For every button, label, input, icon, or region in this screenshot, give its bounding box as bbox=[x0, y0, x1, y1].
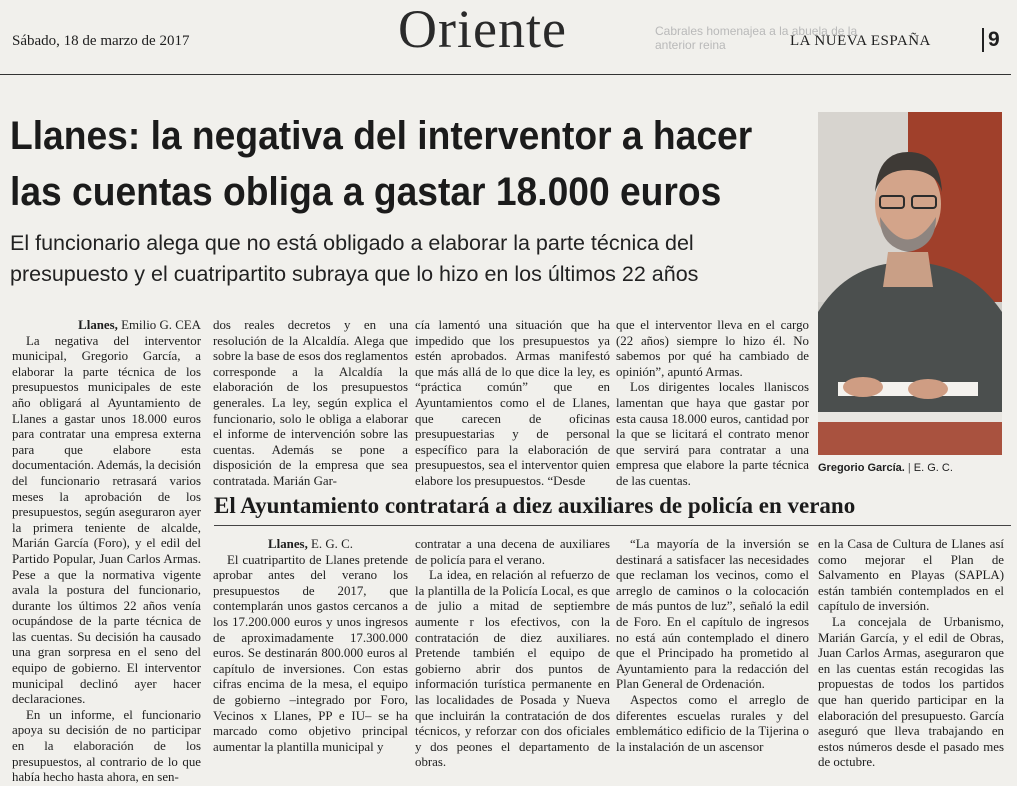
portrait-photo bbox=[818, 112, 1002, 455]
sidebar-paragraph: La idea, en relación al refuerzo de la plantilla de la Policía Local, es que de julio a mitad de septiembre aumente r los efectivos, con la contratación de diez auxiliares. Pretende también el equipo de gobierno abrir dos puntos de información turística permanente en las localidades de Posada y Nueva que incluirán la contratación de dos técnicos, y reforzar con dos oficiales y dos peones el departamento de obras. bbox=[415, 568, 610, 770]
article-column-2 bbox=[213, 318, 408, 488]
bleed-through-text: Cabrales homenajea a la abuela de la anterior reina bbox=[655, 24, 858, 52]
sidebar-paragraph: La concejala de Urbanismo, Marián García, y el edil de Obras, Juan Carlos Armas, aseguraron que en las cuentas están recogidas las propuestas de todos los partidos que han querido participar en la elaboración del presupuesto. García aseguró que lleva trabajando en estos números desde el pasado mes de octubre. bbox=[818, 614, 1004, 770]
caption-credit: E. G. C. bbox=[913, 462, 953, 474]
sidebar-headline: El Ayuntamiento contratará a diez auxiliares de policía en verano bbox=[214, 493, 856, 518]
headline-line-2: las cuentas obliga a gastar 18.000 euros bbox=[10, 170, 722, 214]
newspaper-name: LA NUEVA ESPAÑA bbox=[790, 33, 931, 49]
sidebar-paragraph: en la Casa de Cultura de Llanes así como mejorar el Plan de Salvamento en Playas (SAPLA) están también contemplados en el capítulo de inversión. bbox=[818, 537, 1004, 614]
sidebar-byline-place: Llanes, bbox=[268, 537, 308, 551]
byline-place: Llanes, bbox=[78, 318, 118, 332]
article-paragraph: dos reales decretos y en una resolución de la Alcaldía. Alega que sobre la base de esos dos reglamentos corresponde a la Alcaldía la elaboración de los presupuestos generales. La ley, según explica el funcionario, solo le obliga a elaborar el informe de intervención sobre las cuentas. Además se pone a disposición de la empresa que sea contratada. Marián Gar- bbox=[213, 318, 408, 488]
issue-date: Sábado, 18 de marzo de 2017 bbox=[12, 33, 190, 49]
sidebar-column-3 bbox=[616, 537, 809, 760]
article-paragraph: La negativa del interventor municipal, Gregorio García, a elaborar la parte técnica de los presupuestos municipales de este año obligará al Ayuntamiento de Llanes a gastar unos 18.000 euros para contratar una empresa externa para que elabore esta documentación. Además, la decisión del funcionario retrasará varios meses la aprobación de los presupuestos, según aseguraron ayer la primera teniente de alcalde, Marián García (Foro), y el edil del Partido Popular, Juan Carlos Armas. Pese a que la normativa vigente avala la postura del funcionario, durante los últimos 22 años venía ocupándose de la parte técnica de las cuentas. Su decisión ha causado una gran sorpresa en el seno del equipo de gobierno. El interventor municipal declinó ayer hacer declaraciones. bbox=[12, 333, 201, 707]
byline-author: Emilio G. CEA bbox=[121, 318, 201, 332]
caption-name: Gregorio García. bbox=[818, 462, 905, 474]
header-rule bbox=[0, 74, 1011, 75]
sidebar-paragraph: “La mayoría de la inversión se destinará a satisfacer las necesidades que reclaman los vecinos, como el arreglo de caminos o la colocación de más puntos de luz”, señaló la edil de Foro. En el capítulo de ingresos no está aún contemplado el dinero que el Principado ha prometido al Ayuntamiento para la redacción del Plan General de Ordenación. bbox=[616, 537, 809, 692]
deck-line-1: El funcionario alega que no está obligado a elaborar la parte técnica del bbox=[10, 231, 694, 255]
article-column-1 bbox=[12, 318, 201, 785]
photo-caption: Gregorio García. | E. G. C. bbox=[818, 462, 953, 474]
sidebar-column-2 bbox=[415, 537, 610, 770]
article-column-4 bbox=[616, 318, 809, 488]
article-paragraph: cía lamentó una situación que ha impedido que los presupuestos ya estén aprobados. Armas manifestó que más allá de lo que dice la ley, es “práctica común” que en Ayuntamientos como el de Llanes, que carecen de oficinas presupuestarias y de personal específico para la elaboración de presupuestos, sea el interventor quien elabore los presupuestos. “Desde bbox=[415, 318, 610, 488]
article-column-3 bbox=[415, 318, 610, 488]
byline bbox=[12, 318, 201, 334]
article-paragraph: Los dirigentes locales llaniscos lamentan que haya que gastar por esta causa 18.000 euros, cantidad por la que se licitará el contrato menor que servirá para contratar a una empresa que elabore la parte técnica de las cuentas. bbox=[616, 380, 809, 488]
sidebar-byline-author: E. G. C. bbox=[311, 537, 353, 551]
article-paragraph: En un informe, el funcionario apoya su decisión de no participar en la elaboración de los presupuestos, al contrario de lo que había hecho hasta ahora, en sen- bbox=[12, 707, 201, 785]
sidebar-column-1 bbox=[213, 537, 408, 760]
sidebar-column-4 bbox=[818, 537, 1004, 770]
sidebar-byline bbox=[213, 537, 408, 553]
sidebar-rule bbox=[214, 525, 1011, 526]
deck-line-2: presupuesto y el cuatripartito subraya que lo hizo en los últimos 22 años bbox=[10, 262, 699, 286]
headline bbox=[10, 108, 810, 228]
sidebar-paragraph: Aspectos como el arreglo de diferentes escuelas rurales y del emblemático edificio de la Tijerina o la instalación de un ascensor bbox=[616, 692, 809, 754]
page-number: 9 bbox=[982, 28, 1017, 52]
deck bbox=[10, 228, 815, 290]
sidebar-paragraph: contratar a una decena de auxiliares de policía para el verano. bbox=[415, 537, 610, 567]
sidebar-paragraph: El cuatripartito de Llanes pretende aprobar antes del verano los presupuestos de 2017, que contemplarán unos gastos cercanos a los 17.200.000 euros y unos ingresos de aproximadamente 17.300.000 euros. Se destinarán 800.000 euros al capítulo de inversiones. Con estas cifras encima de la mesa, el equipo de gobierno –integrado por Foro, Vecinos x Llanes, PP e IU– se ha marcado como objetivo principal aumentar la plantilla municipal y bbox=[213, 552, 408, 754]
headline-line-1: Llanes: la negativa del interventor a hacer bbox=[10, 114, 753, 158]
section-title: Oriente bbox=[398, 0, 567, 59]
article-paragraph: que el interventor lleva en el cargo (22 años) siempre lo hizo él. No sabemos por qué ha cambiado de opinión”, apuntó Armas. bbox=[616, 318, 809, 379]
portrait-image bbox=[818, 112, 1002, 455]
